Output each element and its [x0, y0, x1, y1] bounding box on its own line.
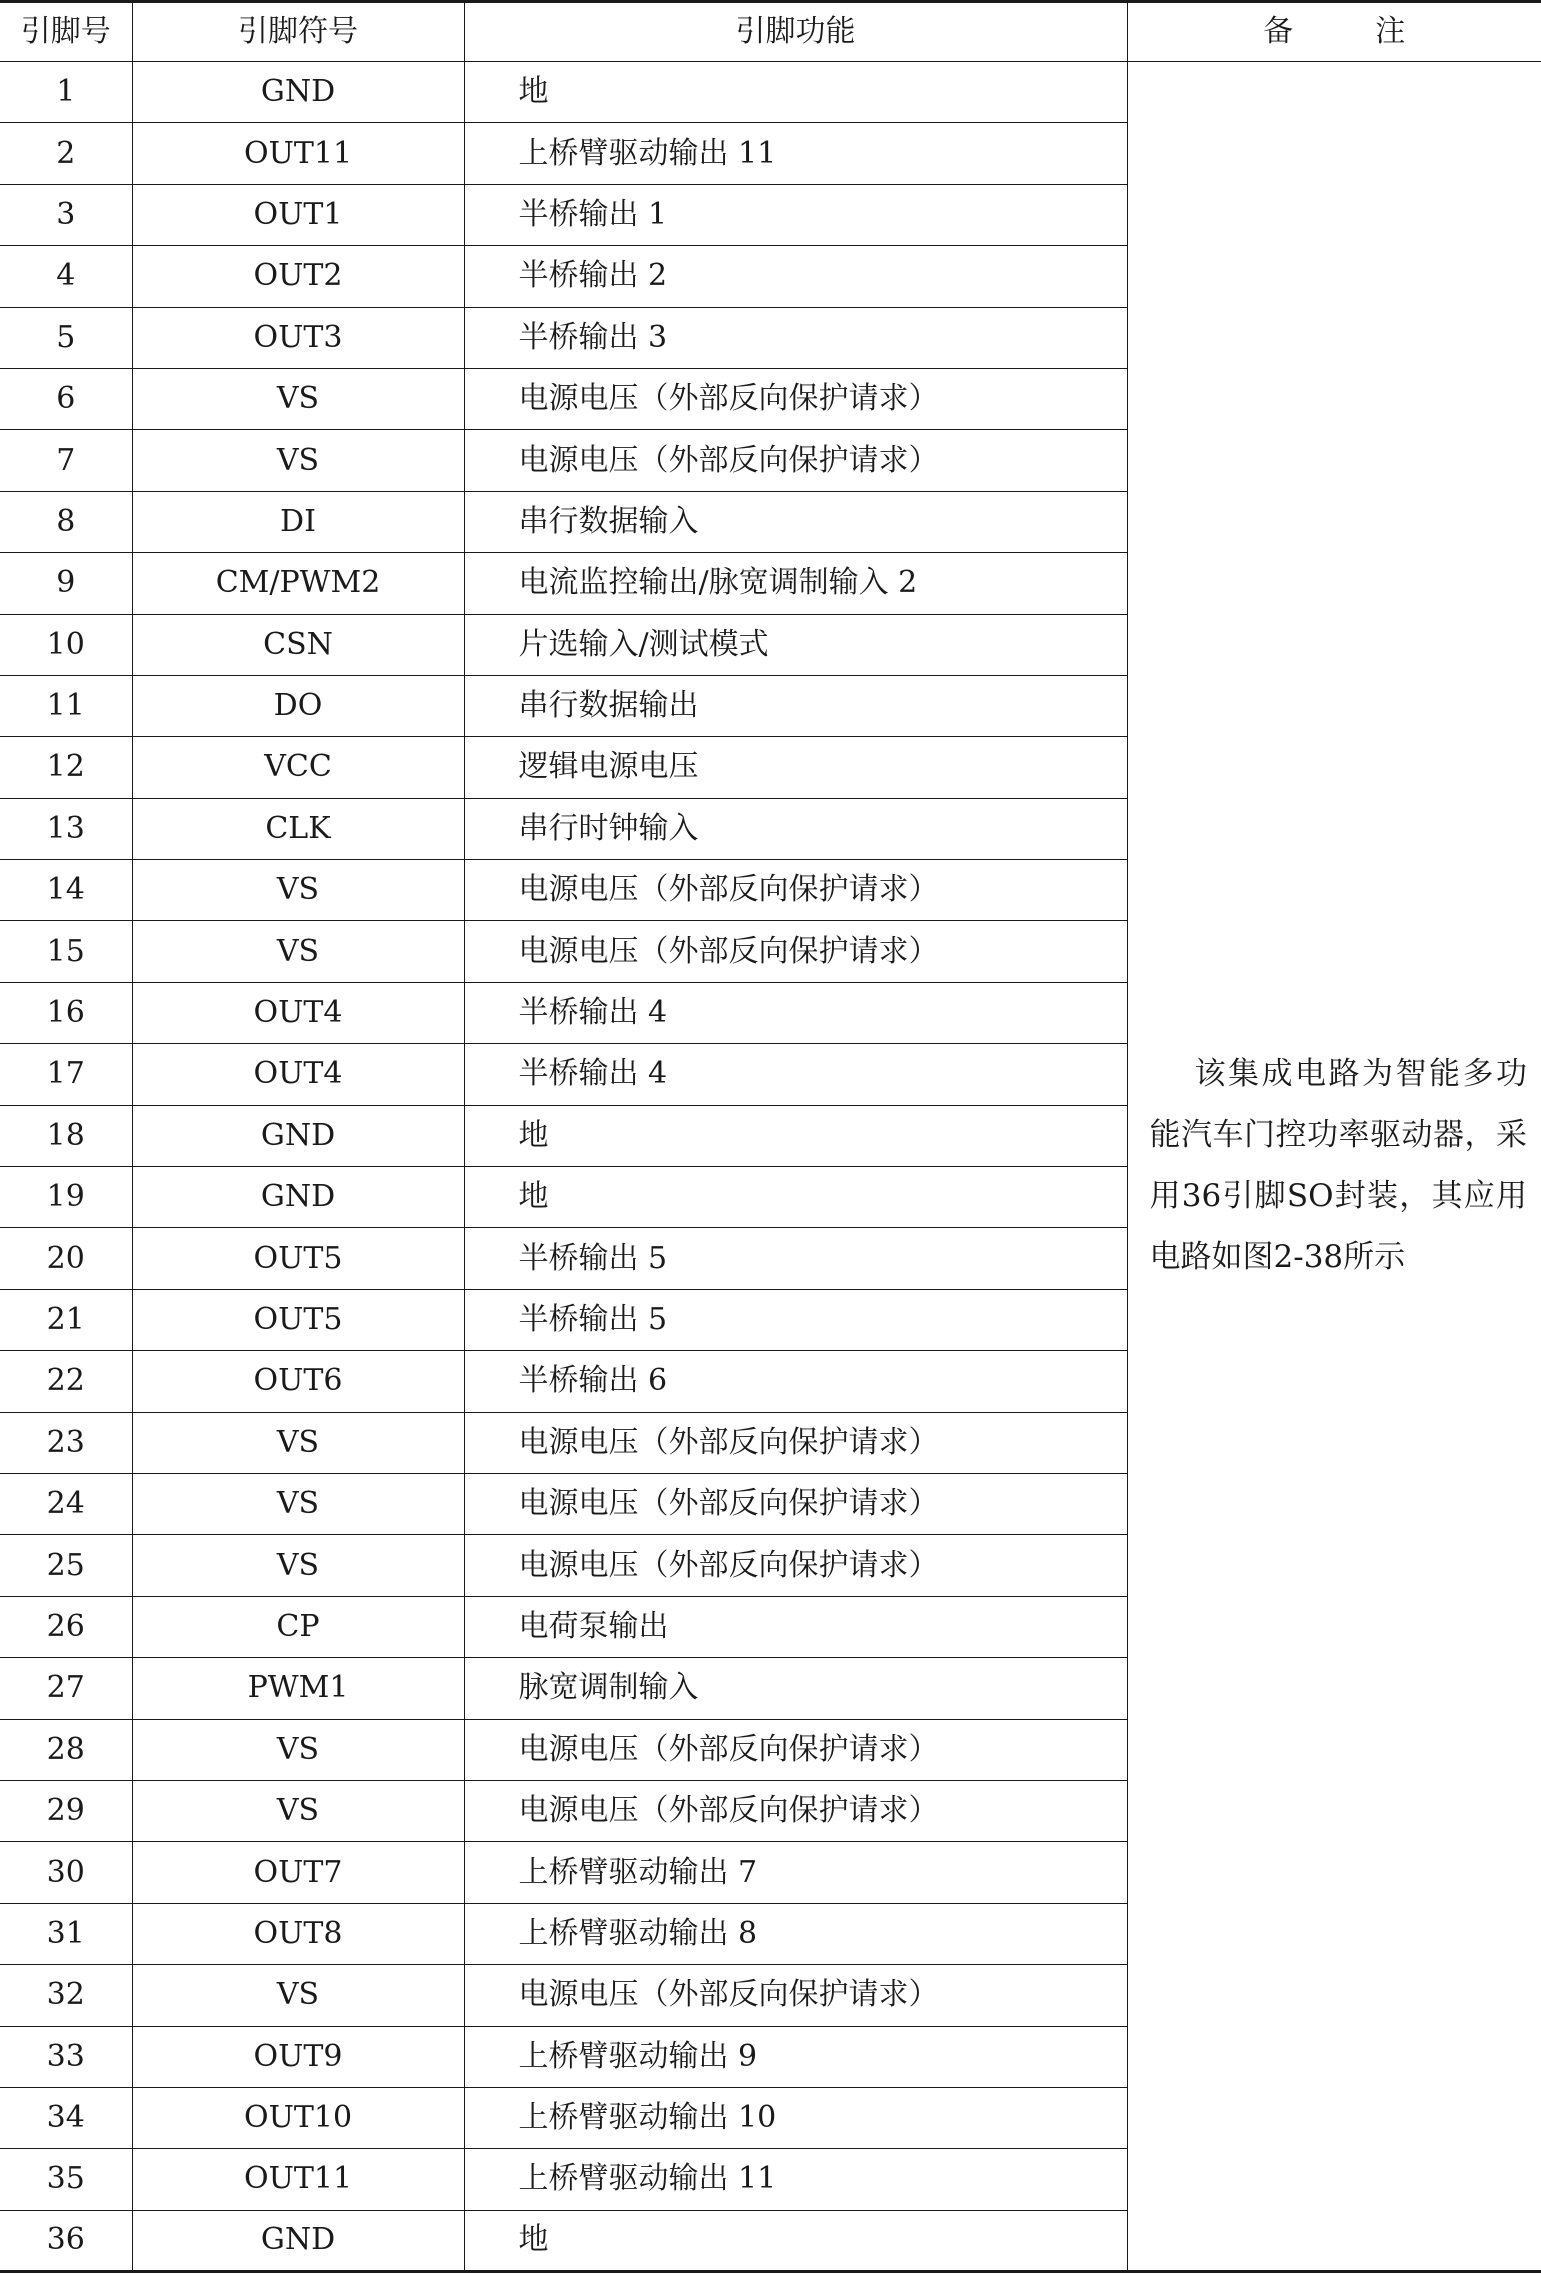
- pin-function-cell: 串行时钟输入: [464, 798, 1127, 859]
- pin-function-cell: 电流监控输出/脉宽调制输入 2: [464, 553, 1127, 614]
- pin-function-cell: 半桥输出 2: [464, 246, 1127, 307]
- pin-function-cell: 电源电压（外部反向保护请求）: [464, 430, 1127, 491]
- pin-symbol-cell: OUT8: [132, 1903, 464, 1964]
- table-header-row: [0, 2, 1541, 62]
- header-pin-number: 引脚号: [0, 2, 132, 62]
- pin-number-cell: 20: [0, 1228, 132, 1289]
- pin-function-cell: 半桥输出 4: [464, 1044, 1127, 1105]
- pin-symbol-cell: GND: [132, 2210, 464, 2271]
- pin-symbol-cell: CLK: [132, 798, 464, 859]
- pin-number-cell: 1: [0, 62, 132, 123]
- pin-function-cell: 地: [464, 1167, 1127, 1228]
- pin-symbol-cell: VS: [132, 1965, 464, 2026]
- pin-symbol-cell: VS: [132, 430, 464, 491]
- pin-symbol-cell: VS: [132, 1473, 464, 1534]
- pin-number-cell: 26: [0, 1596, 132, 1657]
- pin-symbol-cell: VS: [132, 368, 464, 429]
- pin-number-cell: 25: [0, 1535, 132, 1596]
- pin-function-cell: 电源电压（外部反向保护请求）: [464, 860, 1127, 921]
- header-remark-char-2: 注: [1375, 14, 1406, 49]
- pin-symbol-cell: CSN: [132, 614, 464, 675]
- pin-number-cell: 19: [0, 1167, 132, 1228]
- pin-number-cell: 21: [0, 1289, 132, 1350]
- pin-number-cell: 13: [0, 798, 132, 859]
- pin-symbol-cell: OUT11: [132, 2149, 464, 2210]
- pin-function-cell: 地: [464, 1105, 1127, 1166]
- pin-function-cell: 串行数据输出: [464, 675, 1127, 736]
- pin-function-cell: 电源电压（外部反向保护请求）: [464, 1412, 1127, 1473]
- pin-function-cell: 逻辑电源电压: [464, 737, 1127, 798]
- pin-number-cell: 30: [0, 1842, 132, 1903]
- pin-number-cell: 33: [0, 2026, 132, 2087]
- pin-number-cell: 12: [0, 737, 132, 798]
- pin-number-cell: 15: [0, 921, 132, 982]
- pin-number-cell: 7: [0, 430, 132, 491]
- pin-symbol-cell: DO: [132, 675, 464, 736]
- pin-function-cell: 电源电压（外部反向保护请求）: [464, 1965, 1127, 2026]
- pin-symbol-cell: OUT11: [132, 123, 464, 184]
- pin-function-cell: 地: [464, 62, 1127, 123]
- table-row: [0, 62, 1541, 123]
- pin-function-cell: 半桥输出 3: [464, 307, 1127, 368]
- pin-number-cell: 36: [0, 2210, 132, 2271]
- pin-number-cell: 3: [0, 184, 132, 245]
- pin-symbol-cell: CP: [132, 1596, 464, 1657]
- pin-number-cell: 5: [0, 307, 132, 368]
- pin-number-cell: 35: [0, 2149, 132, 2210]
- pin-number-cell: 6: [0, 368, 132, 429]
- pin-function-cell: 电源电压（外部反向保护请求）: [464, 1535, 1127, 1596]
- pin-symbol-cell: OUT5: [132, 1289, 464, 1350]
- pin-function-cell: 电源电压（外部反向保护请求）: [464, 368, 1127, 429]
- pin-number-cell: 31: [0, 1903, 132, 1964]
- pin-function-cell: 上桥臂驱动输出 9: [464, 2026, 1127, 2087]
- pin-number-cell: 17: [0, 1044, 132, 1105]
- pin-number-cell: 28: [0, 1719, 132, 1780]
- pin-symbol-cell: VS: [132, 1535, 464, 1596]
- pin-function-cell: 上桥臂驱动输出 10: [464, 2087, 1127, 2148]
- pin-function-cell: 电源电压（外部反向保护请求）: [464, 921, 1127, 982]
- pin-function-cell: 脉宽调制输入: [464, 1658, 1127, 1719]
- pin-symbol-cell: OUT7: [132, 1842, 464, 1903]
- pin-function-cell: 上桥臂驱动输出 11: [464, 123, 1127, 184]
- pin-symbol-cell: OUT4: [132, 1044, 464, 1105]
- pin-function-cell: 半桥输出 1: [464, 184, 1127, 245]
- pin-symbol-cell: GND: [132, 1105, 464, 1166]
- remark-cell: [1127, 62, 1541, 2272]
- pin-function-cell: 上桥臂驱动输出 11: [464, 2149, 1127, 2210]
- pin-symbol-cell: OUT3: [132, 307, 464, 368]
- pin-symbol-cell: GND: [132, 1167, 464, 1228]
- header-remark-char-1: 备: [1263, 14, 1294, 49]
- pin-function-cell: 地: [464, 2210, 1127, 2271]
- pin-function-cell: 上桥臂驱动输出 8: [464, 1903, 1127, 1964]
- pin-symbol-cell: OUT2: [132, 246, 464, 307]
- pin-function-cell: 半桥输出 5: [464, 1228, 1127, 1289]
- pin-number-cell: 24: [0, 1473, 132, 1534]
- pin-symbol-cell: VS: [132, 1780, 464, 1841]
- pin-symbol-cell: VS: [132, 1719, 464, 1780]
- pin-function-cell: 电源电压（外部反向保护请求）: [464, 1473, 1127, 1534]
- pin-symbol-cell: OUT5: [132, 1228, 464, 1289]
- pin-number-cell: 11: [0, 675, 132, 736]
- pin-symbol-cell: VS: [132, 860, 464, 921]
- header-pin-symbol: 引脚符号: [132, 2, 464, 62]
- pin-function-cell: 电源电压（外部反向保护请求）: [464, 1719, 1127, 1780]
- pin-number-cell: 4: [0, 246, 132, 307]
- pin-symbol-cell: OUT6: [132, 1351, 464, 1412]
- pin-function-cell: 半桥输出 6: [464, 1351, 1127, 1412]
- pin-number-cell: 10: [0, 614, 132, 675]
- pin-symbol-cell: OUT4: [132, 982, 464, 1043]
- pin-symbol-cell: VCC: [132, 737, 464, 798]
- pin-number-cell: 34: [0, 2087, 132, 2148]
- pin-number-cell: 23: [0, 1412, 132, 1473]
- pin-symbol-cell: VS: [132, 921, 464, 982]
- pin-symbol-cell: PWM1: [132, 1658, 464, 1719]
- pin-function-cell: 半桥输出 4: [464, 982, 1127, 1043]
- pin-symbol-cell: DI: [132, 491, 464, 552]
- pin-symbol-cell: OUT9: [132, 2026, 464, 2087]
- pin-function-cell: 电荷泵输出: [464, 1596, 1127, 1657]
- pin-symbol-cell: CM/PWM2: [132, 553, 464, 614]
- header-remark: [1127, 2, 1541, 62]
- pin-symbol-cell: VS: [132, 1412, 464, 1473]
- pin-function-cell: 电源电压（外部反向保护请求）: [464, 1780, 1127, 1841]
- pin-symbol-cell: OUT1: [132, 184, 464, 245]
- pin-function-cell: 半桥输出 5: [464, 1289, 1127, 1350]
- header-pin-function: 引脚功能: [464, 2, 1127, 62]
- pin-number-cell: 8: [0, 491, 132, 552]
- pin-function-cell: 上桥臂驱动输出 7: [464, 1842, 1127, 1903]
- pin-function-cell: 串行数据输入: [464, 491, 1127, 552]
- pin-number-cell: 29: [0, 1780, 132, 1841]
- table-body: [0, 62, 1541, 2272]
- pin-number-cell: 2: [0, 123, 132, 184]
- pin-number-cell: 18: [0, 1105, 132, 1166]
- pin-number-cell: 9: [0, 553, 132, 614]
- pin-number-cell: 27: [0, 1658, 132, 1719]
- pin-function-cell: 片选输入/测试模式: [464, 614, 1127, 675]
- pin-number-cell: 16: [0, 982, 132, 1043]
- pin-number-cell: 14: [0, 860, 132, 921]
- remark-text: 该集成电路为智能多功能汽车门控功率驱动器，采用36引脚SO封装，其应用电路如图2-38所示: [1149, 1056, 1527, 1276]
- pin-number-cell: 22: [0, 1351, 132, 1412]
- pin-symbol-cell: OUT10: [132, 2087, 464, 2148]
- pin-symbol-cell: GND: [132, 62, 464, 123]
- pin-number-cell: 32: [0, 1965, 132, 2026]
